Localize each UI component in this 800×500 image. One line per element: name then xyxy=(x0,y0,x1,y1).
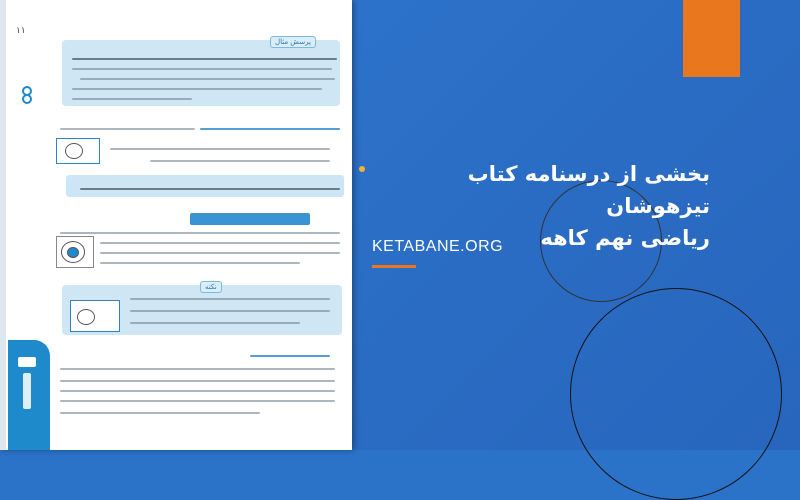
page-edge xyxy=(0,0,6,450)
book-logo-icon xyxy=(20,86,34,104)
page-number: ۱۱ xyxy=(16,26,26,36)
example-box xyxy=(62,40,340,106)
website-label: KETABANE.ORG xyxy=(372,238,504,255)
title-line-1: بخشی از درسنامه کتاب تیزهوشان xyxy=(467,162,710,218)
venn-diagram-a xyxy=(56,138,100,164)
side-tab-mark xyxy=(14,355,40,415)
book-page-image xyxy=(0,0,352,450)
example-tag: پرسش مثال xyxy=(270,36,316,48)
accent-rectangle xyxy=(683,0,740,77)
note-tag: نکته xyxy=(200,281,222,293)
venn-diagram-b xyxy=(56,236,94,268)
title-line-2: ریاضی نهم کاهه xyxy=(540,226,710,250)
decorative-circle-large xyxy=(570,288,782,500)
note-banner xyxy=(66,175,344,197)
section-header-complement xyxy=(190,213,310,225)
venn-diagram-c xyxy=(70,300,120,332)
accent-underline xyxy=(372,265,416,268)
title-bullet xyxy=(359,166,365,172)
